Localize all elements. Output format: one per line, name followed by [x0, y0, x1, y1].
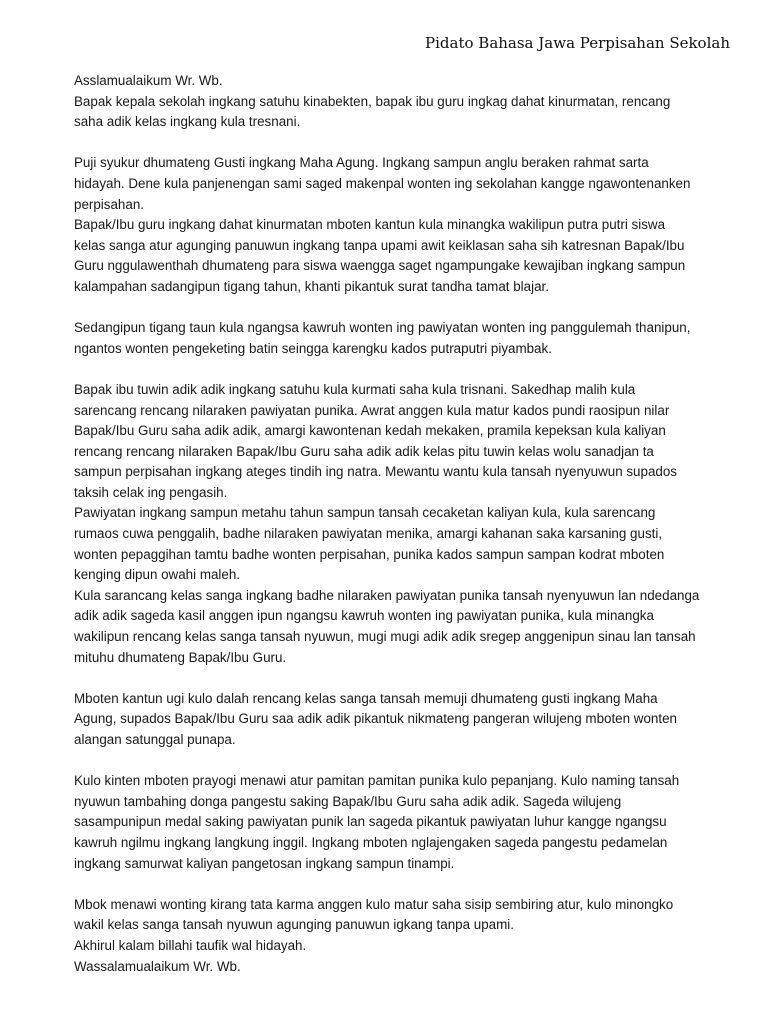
- text-line: Asslamualaikum Wr. Wb.: [74, 73, 223, 88]
- text-line: Wassalamualaikum Wr. Wb.: [74, 958, 241, 974]
- paragraph: [74, 689, 744, 751]
- text-line: Bapak kepala sekolah ingkang satuhu kinabekten, bapak ibu guru ingkag dahat kinurmatan, rencang: [74, 93, 671, 109]
- text-line: sasampunipun medal saking pawiyatan punik lan sageda pikantuk pawiyatan luhur kangge ngangsu: [74, 814, 667, 830]
- paragraph: [74, 895, 744, 977]
- paragraph: [74, 153, 744, 215]
- text-line: wakilipun rencang kelas sanga tansah nyuwun, mugi mugi adik adik sregep anggenipun sinau lan tansah: [74, 629, 696, 645]
- text-line: ingkang samurwat kaliyan pangetosan ingkang sampun tinampi.: [74, 855, 455, 871]
- text-line: rumaos cuwa penggalih, badhe nilaraken pawiyatan menika, amargi kahanan saka karsaning gusti,: [74, 526, 663, 542]
- speech-body: [74, 71, 744, 977]
- text-line: adik adik sageda kasil anggen ipun ngangsu kawruh wonten ing pawiyatan punika, kula minangka: [74, 608, 654, 624]
- text-line: Bapak/Ibu guru ingkang dahat kinurmatan mboten kantun kula minangka wakilipun putra putri siswa: [74, 217, 666, 233]
- text-line: Guru nggulawenthah dhumateng para siswa waengga saget ngampungake kewajiban ingkang sampun: [74, 258, 686, 274]
- text-line: Kula sarancang kelas sanga ingkang badhe nilaraken pawiyatan punika tansah nyenyuwun lan ndedanga: [74, 587, 700, 603]
- text-line: Kulo kinten mboten prayogi menawi atur pamitan pamitan punika kulo pepanjang. Kulo naming tansah: [74, 773, 680, 789]
- page-header-title: Pidato Bahasa Jawa Perpisahan Sekolah: [425, 34, 730, 52]
- paragraph: [74, 771, 744, 874]
- text-line: mituhu dhumateng Bapak/Ibu Guru.: [74, 649, 287, 665]
- paragraph: [74, 503, 744, 585]
- text-line: Bapak ibu tuwin adik adik ingkang satuhu kula kurmati saha kula trisnani. Sakedhap malih kula: [74, 381, 636, 397]
- text-line: nyuwun tambahing donga pangestu saking Bapak/Ibu Guru saha adik adik. Sageda wilujeng: [74, 793, 622, 809]
- text-line: wonten pepaggihan tamtu badhe wonten perpisahan, punika kados sampun sampan kodrat mboten: [74, 546, 665, 562]
- text-line: sarencang rencang nilaraken pawiyatan punika. Awrat anggen kula matur kados pundi raosipun nilar: [74, 402, 670, 418]
- text-line: Agung, supados Bapak/Ibu Guru saa adik adik pikantuk nikmateng pangeran wilujeng mboten wonten: [74, 711, 677, 727]
- text-line: kelas sanga atur agunging panuwun ingkang tanpa upami awit keiklasan saha sih katresnan Bapak/Ibu: [74, 237, 685, 253]
- text-line: Puji syukur dhumateng Gusti ingkang Maha Agung. Ingkang sampun anglu beraken rahmat sarta: [74, 155, 649, 171]
- text-line: Bapak/Ibu Guru saha adik adik, amargi kawontenan kedah mekaken, pramila kepeksan kula kaliyan: [74, 423, 666, 439]
- text-line: Pawiyatan ingkang sampun metahu tahun sampun tansah cecaketan kaliyan kula, kula sarencang: [74, 505, 656, 521]
- text-line: Sedangipun tigang taun kula ngangsa kawruh wonten ing pawiyatan wonten ing panggulemah thanipun,: [74, 320, 691, 336]
- text-line: rencang rencang nilaraken Bapak/Ibu Guru saha adik adik kelas pitu tuwin kelas wolu sanadjan ta: [74, 443, 654, 459]
- text-line: wakil kelas sanga tansah nyuwun agunging panuwun igkang tanpa upami.: [74, 917, 514, 933]
- paragraph: [74, 586, 744, 668]
- text-line: ngantos wonten pengeketing batin seingga karengku kados putraputri piyambak.: [74, 340, 552, 356]
- text-line: perpisahan.: [74, 196, 144, 212]
- text-line: Akhirul kalam billahi taufik wal hidayah.: [74, 937, 307, 953]
- text-line: hidayah. Dene kula panjenengan sami saged makenpal wonten ing sekolahan kangge ngawontenanken: [74, 175, 691, 191]
- paragraph: [74, 215, 744, 297]
- text-line: taksih celak ing pengasih.: [74, 484, 228, 500]
- text-line: saha adik kelas ingkang kula tresnani.: [74, 114, 301, 130]
- text-line: Mboten kantun ugi kulo dalah rencang kelas sanga tansah memuji dhumateng gusti ingkang Maha: [74, 690, 658, 706]
- text-line: sampun perpisahan ingkang ateges tindih ing natra. Mewantu wantu kula tansah nyenyuwun supados: [74, 464, 677, 480]
- text-line: Mbok menawi wonting kirang tata karma anggen kulo matur saha sisip sembiring atur, kulo minongko: [74, 896, 674, 912]
- paragraph: [74, 71, 744, 133]
- text-line: kawruh ngilmu ingkang langkung inggil. Ingkang mboten nglajengaken sageda pangestu pedamelan: [74, 834, 668, 850]
- text-line: alangan satunggal punapa.: [74, 732, 236, 747]
- paragraph: [74, 380, 744, 504]
- text-line: kenging dipun owahi maleh.: [74, 567, 241, 583]
- text-line: kalampahan sadangipun tigang tahun, khanti pikantuk surat tandha tamat blajar.: [74, 278, 549, 294]
- paragraph: [74, 318, 744, 359]
